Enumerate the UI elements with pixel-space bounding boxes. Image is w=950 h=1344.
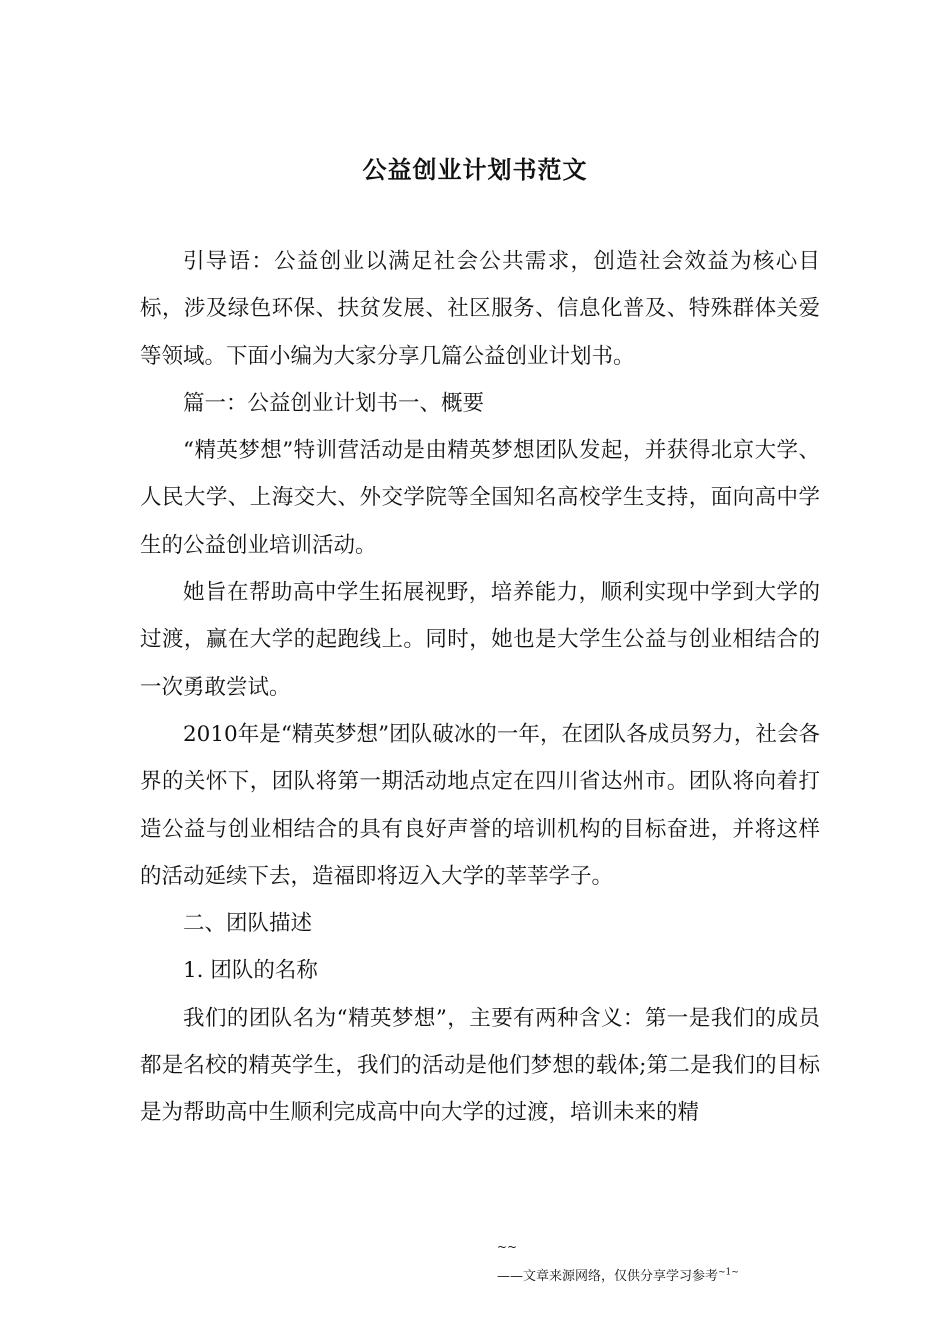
document-title: 公益创业计划书范文 <box>362 156 588 184</box>
section-heading-1: 篇一：公益创业计划书一、概要 <box>183 390 485 416</box>
section-heading-2: 二、团队描述 <box>183 911 313 937</box>
document-body <box>140 238 820 1137</box>
footer-note-text: ——文章来源网络，仅供分享学习参考 <box>497 1269 719 1284</box>
footer-marks: ~~ <box>497 1240 518 1254</box>
paragraph: 我们的团队名为“精英梦想”，主要有两种含义：第一是我们的成员都是名校的精英学生，我们的活动是他们梦想的载体;第二是我们的目标是为帮助高中生顺利完成高中向大学的过渡，培训未来的精 <box>140 1005 820 1126</box>
paragraph: 她旨在帮助高中学生拓展视野，培养能力，顺利实现中学到大学的过渡，赢在大学的起跑线上。同时，她也是大学生公益与创业相结合的一次勇敢尝试。 <box>140 580 820 700</box>
subsection-heading: 1. 团队的名称 <box>183 958 318 984</box>
paragraph: 2010年是“精英梦想”团队破冰的一年，在团队各成员努力，社会各界的关怀下，团队将第一期活动地点定在四川省达州市。团队将向着打造公益与创业相结合的具有良好声誉的培训机构的目标奋进，并将这样的活动延续下去，造福即将迈入大学的莘莘学子。 <box>140 721 820 889</box>
footer-note <box>497 1265 739 1284</box>
page-number: ~1~ <box>718 1267 739 1278</box>
intro-paragraph: 引导语：公益创业以满足社会公共需求，创造社会效益为核心目标，涉及绿色环保、扶贫发展、社区服务、信息化普及、特殊群体关爱等领域。下面小编为大家分享几篇公益创业计划书。 <box>140 249 820 369</box>
paragraph: “精英梦想”特训营活动是由精英梦想团队发起，并获得北京大学、人民大学、上海交大、外交学院等全国知名高校学生支持，面向高中学生的公益创业培训活动。 <box>140 438 820 558</box>
